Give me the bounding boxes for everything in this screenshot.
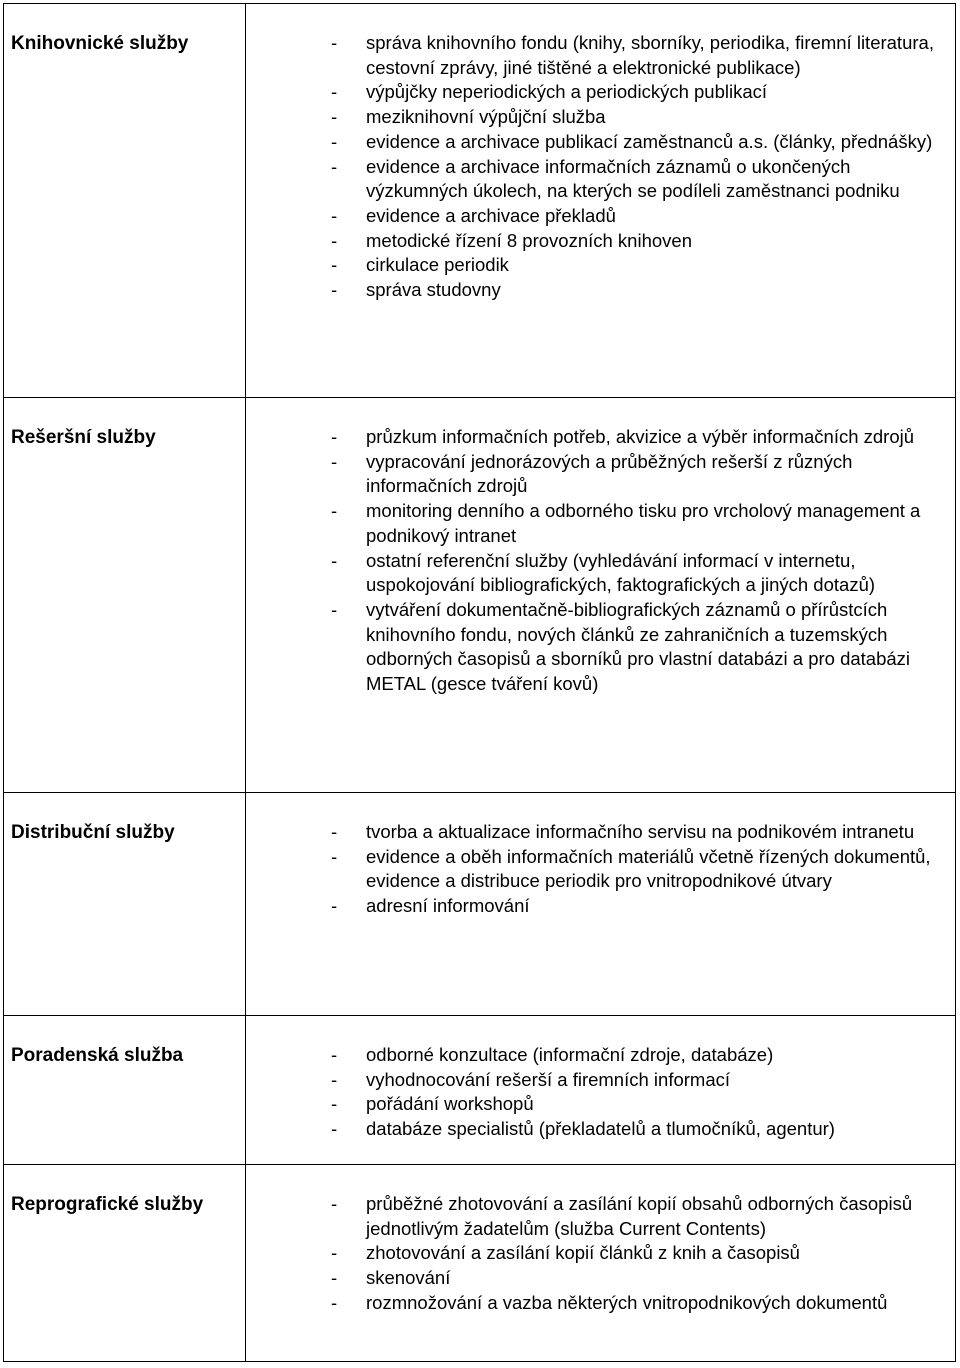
bullet-dash: - (331, 821, 338, 842)
list-item (246, 425, 947, 450)
category-cell (4, 398, 246, 793)
list-item-text: odborné konzultace (informační zdroje, databáze) (366, 1044, 774, 1065)
items-cell (246, 398, 956, 793)
bullet-dash: - (331, 845, 338, 867)
list-item (246, 204, 947, 229)
list-item-text: rozmnožování a vazba některých vnitropodnikových dokumentů (366, 1291, 888, 1313)
category-label: Distribuční služby (11, 822, 175, 843)
bullet-dash: - (331, 1118, 338, 1140)
service-row (4, 1165, 956, 1362)
list-item (246, 130, 947, 155)
service-list (246, 793, 955, 919)
bullet-dash: - (331, 1267, 338, 1289)
list-item-text: ostatní referenční služby (vyhledávání informací v internetu, uspokojování bibliografických, faktografických a jiných dotazů) (366, 549, 876, 596)
list-item-text: průběžné zhotovování a zasílání kopií obsahů odborných časopisů jednotlivým žadatelům (služba Current Contents) (366, 1193, 913, 1239)
list-item-text: evidence a archivace publikací zaměstnanců a.s. (články, přednášky) (366, 130, 933, 152)
items-cell (246, 4, 956, 398)
list-item (246, 1068, 947, 1093)
list-item-text: vyhodnocování rešerší a firemních informací (366, 1068, 730, 1090)
category-label: Rešeršní služby (11, 427, 156, 448)
list-item (246, 820, 947, 845)
list-item (246, 1092, 947, 1117)
service-list (246, 398, 955, 697)
list-item (246, 1043, 947, 1068)
bullet-dash: - (331, 106, 338, 128)
list-item (246, 1192, 947, 1241)
list-item-text: pořádání workshopů (366, 1093, 534, 1115)
list-item (246, 1117, 947, 1142)
bullet-dash: - (331, 1068, 338, 1090)
list-item-text: vytváření dokumentačně-bibliografických záznamů o přírůstcích knihovního fondu, nových článků ze zahraničních a tuzemských odborných časopisů a sborníků pro vlastní databázi a pro databázi METAL (gesce tváření kovů) (366, 598, 911, 695)
list-item (246, 450, 947, 499)
bullet-dash: - (331, 1242, 338, 1264)
bullet-dash: - (331, 450, 338, 472)
list-item (246, 1266, 947, 1291)
list-item (246, 845, 947, 894)
category-label: Knihovnické služby (11, 33, 189, 54)
services-table (3, 3, 956, 1362)
list-item (246, 894, 947, 919)
items-cell (246, 1165, 956, 1362)
category-cell (4, 793, 246, 1016)
category-label: Reprografické služby (11, 1194, 204, 1215)
list-item (246, 105, 947, 130)
list-item-text: vypracování jednorázových a průběžných rešerší z různých informačních zdrojů (366, 450, 853, 497)
bullet-dash: - (331, 895, 338, 917)
list-item (246, 253, 947, 278)
services-table-body (4, 4, 956, 1362)
list-item (246, 80, 947, 105)
items-cell (246, 1016, 956, 1165)
service-row (4, 4, 956, 398)
category-cell (4, 1016, 246, 1165)
category-cell (4, 4, 246, 398)
list-item (246, 229, 947, 254)
list-item (246, 155, 947, 204)
bullet-dash: - (331, 279, 338, 301)
list-item-text: meziknihovní výpůjční služba (366, 106, 606, 128)
bullet-dash: - (331, 1291, 338, 1313)
list-item-text: skenování (366, 1267, 451, 1289)
list-item-text: správa studovny (366, 279, 501, 301)
category-cell (4, 1165, 246, 1362)
category-label: Poradenská služba (11, 1045, 184, 1066)
bullet-dash: - (331, 549, 338, 571)
list-item-text: evidence a archivace informačních záznamů o ukončených výzkumných úkolech, na kterých se podíleli zaměstnanci podniku (366, 155, 900, 202)
list-item (246, 549, 947, 598)
list-item (246, 278, 947, 303)
bullet-dash: - (331, 598, 338, 620)
list-item-text: adresní informování (366, 895, 530, 917)
service-list (246, 4, 955, 303)
list-item (246, 1291, 947, 1316)
bullet-dash: - (331, 32, 338, 53)
service-list (246, 1016, 955, 1142)
bullet-dash: - (331, 155, 338, 177)
list-item-text: správa knihovního fondu (knihy, sborníky, periodika, firemní literatura, cestovní zprávy, jiné tištěné a elektronické publikace) (366, 32, 934, 78)
bullet-dash: - (331, 1193, 338, 1214)
bullet-dash: - (331, 500, 338, 522)
service-row (4, 1016, 956, 1165)
list-item-text: průzkum informačních potřeb, akvizice a výběr informačních zdrojů (366, 426, 915, 447)
list-item-text: metodické řízení 8 provozních knihoven (366, 229, 692, 251)
list-item (246, 499, 947, 548)
bullet-dash: - (331, 254, 338, 276)
bullet-dash: - (331, 1093, 338, 1115)
bullet-dash: - (331, 204, 338, 226)
list-item (246, 1241, 947, 1266)
service-row (4, 398, 956, 793)
list-item-text: evidence a oběh informačních materiálů včetně řízených dokumentů, evidence a distribuce periodik pro vnitropodnikové útvary (366, 845, 931, 892)
bullet-dash: - (331, 1044, 338, 1065)
service-list (246, 1165, 955, 1316)
bullet-dash: - (331, 81, 338, 103)
bullet-dash: - (331, 426, 338, 447)
list-item (246, 31, 947, 80)
bullet-dash: - (331, 229, 338, 251)
list-item-text: monitoring denního a odborného tisku pro vrcholový management a podnikový intranet (366, 500, 921, 546)
list-item-text: databáze specialistů (překladatelů a tlumočníků, agentur) (366, 1118, 835, 1140)
list-item-text: cirkulace periodik (366, 254, 509, 276)
list-item-text: výpůjčky neperiodických a periodických publikací (366, 81, 768, 103)
bullet-dash: - (331, 130, 338, 152)
service-row (4, 793, 956, 1016)
list-item (246, 598, 947, 697)
items-cell (246, 793, 956, 1016)
list-item-text: tvorba a aktualizace informačního servisu na podnikovém intranetu (366, 821, 915, 842)
list-item-text: evidence a archivace překladů (366, 204, 616, 226)
list-item-text: zhotovování a zasílání kopií článků z knih a časopisů (366, 1242, 800, 1264)
